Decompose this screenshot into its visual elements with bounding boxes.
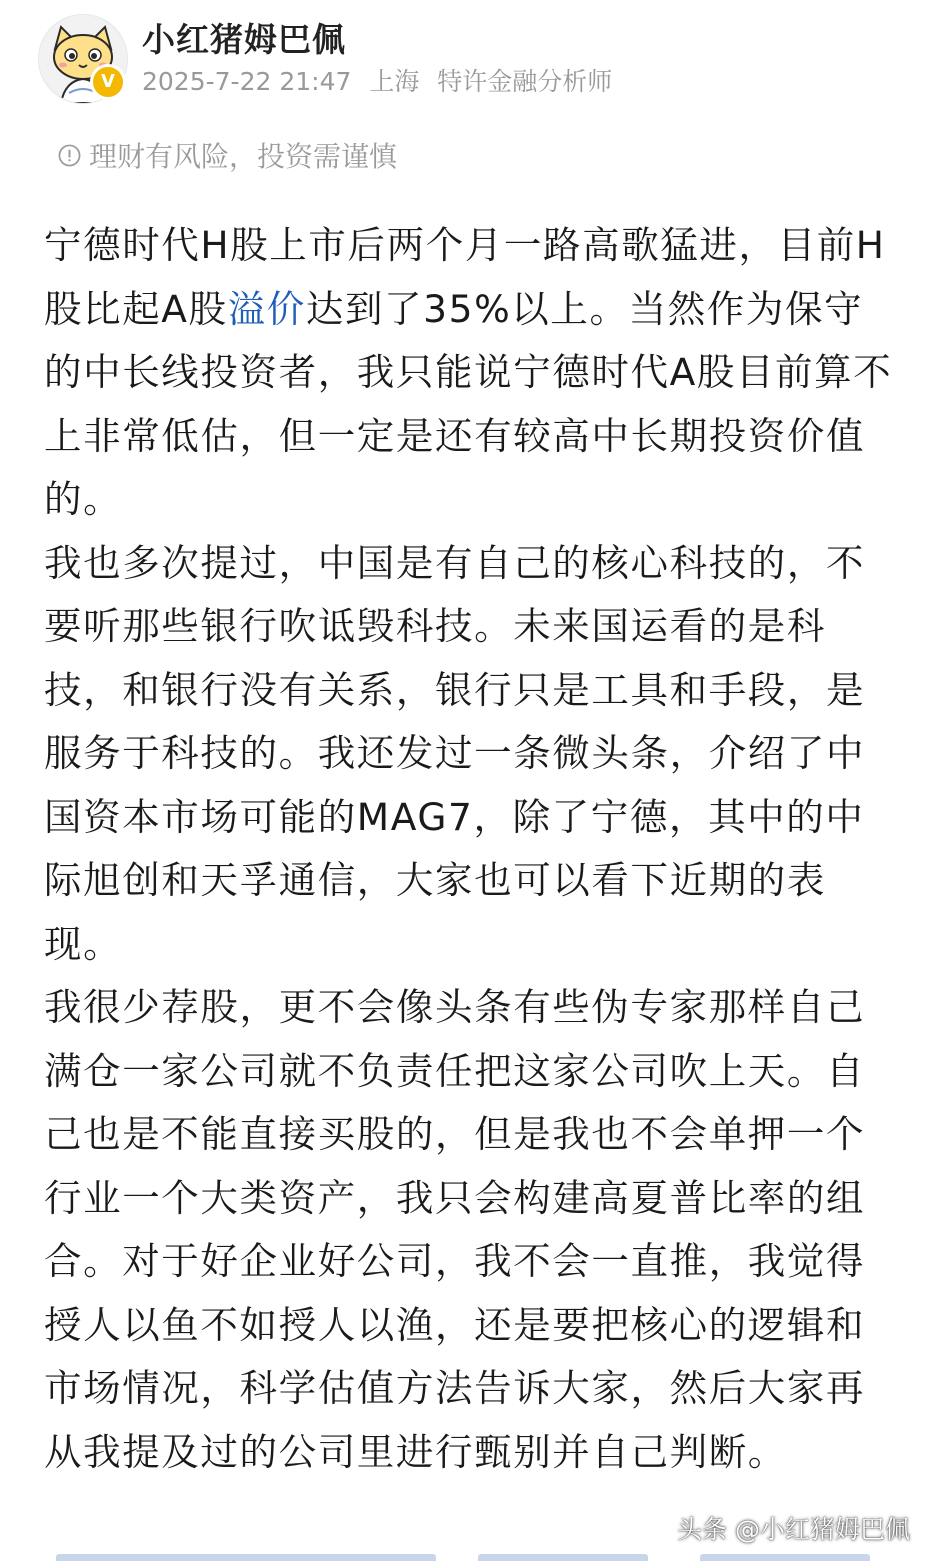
paragraph-1-text-b: 达到了35%以上。当然作为保守的中长线投资者，我只能说宁德时代A股目前算不上非常低估，但一定是还有较高中长期投资价值的。 (44, 286, 893, 521)
author-name[interactable]: 小红猪姆巴佩 (142, 20, 346, 59)
cutoff-bar (478, 1554, 648, 1561)
paragraph-1 (44, 214, 896, 532)
post-location: 上海 (369, 67, 420, 96)
toutiao-watermark: 头条 @小红猪姆巴佩 (677, 1515, 910, 1544)
paragraph-3: 我很少荐股，更不会像头条有些伪专家那样自己满仓一家公司就不负责任把这家公司吹上天。自己也是不能直接买股的，但是我也不会单押一个行业一个大类资产，我只会构建高夏普比率的组合。对于好企业好公司，我不会一直推，我觉得授人以鱼不如授人以渔，还是要把核心的逻辑和市场情况，科学估值方法告诉大家，然后大家再从我提及过的公司里进行甄别并自己判断。 (44, 985, 866, 1474)
paragraph-2: 我也多次提过，中国是有自己的核心科技的，不要听那些银行吹诋毁科技。未来国运看的是科技，和银行没有关系，银行只是工具和手段，是服务于科技的。我还发过一条微头条，介绍了中国资本市场可能的MAG7，除了宁德，其中的中际旭创和天孚通信，大家也可以看下近期的表现。 (44, 540, 866, 966)
cutoff-bar (56, 1554, 436, 1561)
post-meta (142, 62, 622, 98)
author-title: 特许金融分析师 (437, 67, 613, 96)
premium-link[interactable]: 溢价 (227, 286, 306, 331)
verified-v-icon: V (90, 64, 126, 100)
paragraph-1-text-a: 宁德时代H股上市后两个月一路高歌猛进，目前H股比起A股 (44, 223, 886, 331)
post-header (0, 0, 930, 120)
next-content-cutoff (0, 1550, 930, 1561)
info-circle-icon (58, 144, 81, 167)
risk-notice (58, 135, 397, 175)
post-body (44, 214, 896, 1484)
post-date: 2025-7-22 21:47 (142, 67, 352, 96)
risk-notice-text: 理财有风险，投资需谨慎 (89, 140, 398, 173)
cutoff-bar (700, 1554, 870, 1561)
